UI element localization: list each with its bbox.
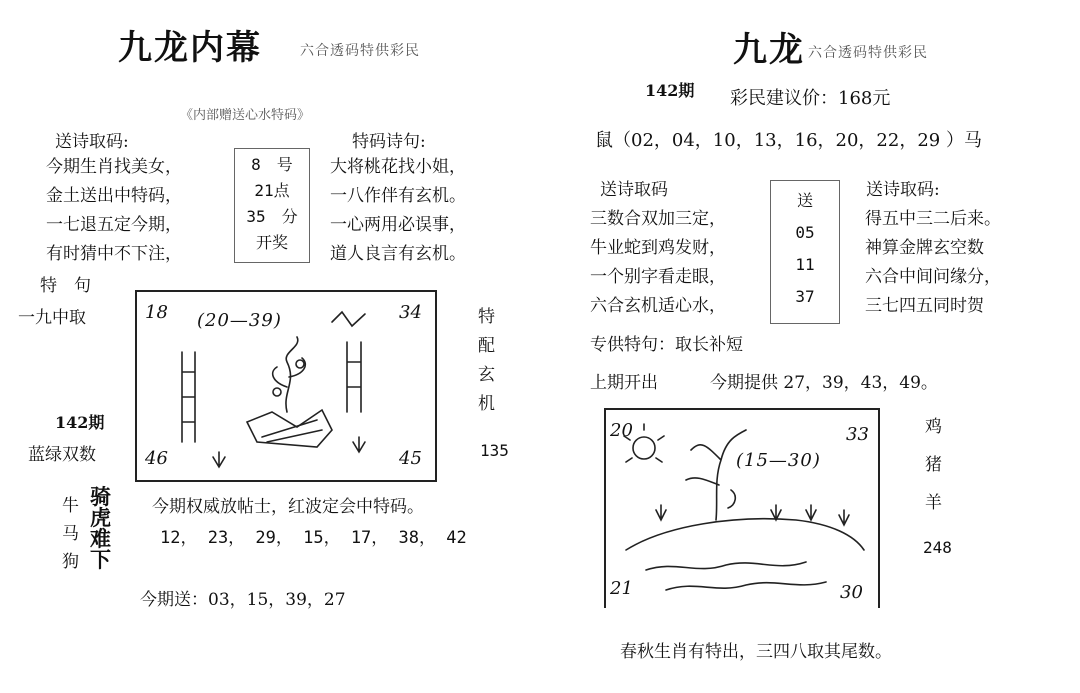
landscape-sketch-icon	[606, 410, 878, 608]
right-poem-right	[865, 205, 1001, 321]
box-line: 开奖	[255, 233, 288, 252]
corner-number: 33	[846, 424, 869, 445]
special-label: 特 句	[40, 276, 91, 296]
vertical-char: 玄	[478, 365, 495, 385]
number-range: (20—39)	[197, 310, 282, 331]
offer-line: 今期提供 27，39，43，49。	[710, 373, 938, 393]
special-text: 一九中取	[18, 308, 86, 328]
poem-line: 三数合双加三定，	[590, 209, 726, 229]
poem-line: 道人良言有玄机。	[330, 244, 466, 264]
box-line: 8 号	[251, 155, 293, 174]
poem-line: 一心两用必误事，	[330, 215, 466, 235]
left-title: 九龙内幕	[118, 28, 262, 68]
left-side-vertical	[478, 303, 495, 419]
poem-line: 六合玄机适心水，	[590, 296, 726, 316]
right-poem-heading: 送诗取码	[600, 180, 668, 200]
left-inner-heading: 《内部赠送心水特码》	[180, 108, 311, 123]
corner-number: 21	[610, 578, 633, 599]
right-title: 九龙	[733, 30, 805, 70]
left-poem-heading: 送诗取码:	[55, 132, 129, 152]
plant-sketch-icon	[137, 292, 435, 480]
box-line: 05	[795, 223, 815, 242]
right-issue: 142期	[645, 81, 695, 100]
right-side-vertical	[925, 408, 942, 522]
corner-number: 20	[610, 420, 633, 441]
vertical-char: 猪	[925, 455, 942, 475]
right-side-number: 248	[923, 538, 952, 557]
box-line: 35 分	[246, 207, 298, 226]
poem-line: 一个别字看走眼，	[590, 267, 726, 287]
animals-left	[62, 492, 79, 576]
poem-line: 今期生肖找美女，	[46, 157, 182, 177]
vertical-char: 配	[478, 336, 495, 356]
box-line: 送	[796, 191, 813, 210]
vertical-char: 机	[478, 394, 495, 414]
left-side-number: 135	[480, 441, 509, 460]
vertical-char: 鸡	[925, 417, 942, 437]
right-poem-right-heading: 送诗取码:	[866, 180, 940, 200]
auth-line: 今期权威放帖士，红波定会中特码。	[152, 497, 424, 517]
vertical-char: 特	[478, 307, 495, 327]
left-subtitle: 六合透码特供彩民	[300, 43, 420, 59]
rat-line: 鼠（02，04，10，13，16，20，22，29 ）马	[595, 130, 982, 151]
poem-line: 有时猜中不下注，	[46, 244, 182, 264]
left-draw-time-box	[234, 148, 310, 263]
vertical-char: 羊	[925, 493, 942, 513]
poem-line: 金土送出中特码，	[46, 186, 182, 206]
right-subtitle: 六合透码特供彩民	[808, 45, 928, 61]
poem-line: 大将桃花找小姐，	[330, 157, 466, 177]
right-sketch-frame	[604, 408, 880, 608]
price-line: 彩民建议价：168元	[730, 88, 891, 109]
corner-number: 34	[399, 302, 422, 323]
right-special-line: 专供特句：取长补短	[590, 335, 743, 355]
corner-number: 18	[145, 302, 168, 323]
right-poem-left	[590, 205, 726, 321]
corner-number: 45	[399, 448, 422, 469]
left-poem-left	[46, 153, 182, 269]
phrase-char: 骑	[90, 484, 111, 509]
left-sketch-frame	[135, 290, 437, 482]
corner-number: 46	[145, 448, 168, 469]
poem-line: 三七四五同时贺	[865, 296, 984, 316]
number-range: (15—30)	[736, 450, 821, 471]
last-issue-label: 上期开出	[590, 373, 658, 393]
animal-char: 马	[62, 524, 79, 544]
corner-number: 30	[840, 582, 863, 603]
send-line: 今期送：03，15，39，27	[140, 590, 346, 610]
auth-numbers: 12， 23， 29， 15， 17， 38， 42	[160, 528, 467, 548]
poem-line: 一七退五定今期，	[46, 215, 182, 235]
poem-line: 牛业蛇到鸡发财，	[590, 238, 726, 258]
phrase-char: 虎	[90, 505, 111, 530]
animal-char: 狗	[62, 552, 79, 572]
poem-line: 神算金牌玄空数	[865, 238, 984, 258]
phrase-vertical	[90, 486, 111, 570]
left-issue: 142期	[55, 413, 105, 432]
phrase-char: 难	[90, 526, 111, 551]
box-line: 21点	[254, 181, 290, 200]
right-send-box	[770, 180, 840, 324]
color-hint: 蓝绿双数	[28, 445, 96, 465]
animal-char: 牛	[62, 496, 79, 516]
left-poem-right	[330, 153, 466, 269]
poem-line: 得五中三二后来。	[865, 209, 1001, 229]
phrase-char: 下	[90, 547, 111, 572]
box-line: 37	[795, 287, 815, 306]
right-footer: 春秋生肖有特出，三四八取其尾数。	[620, 642, 892, 662]
box-line: 11	[795, 255, 815, 274]
poem-line: 六合中间问缘分，	[865, 267, 1001, 287]
poem-line: 一八作伴有玄机。	[330, 186, 466, 206]
left-poem-right-heading: 特码诗句:	[352, 132, 426, 152]
